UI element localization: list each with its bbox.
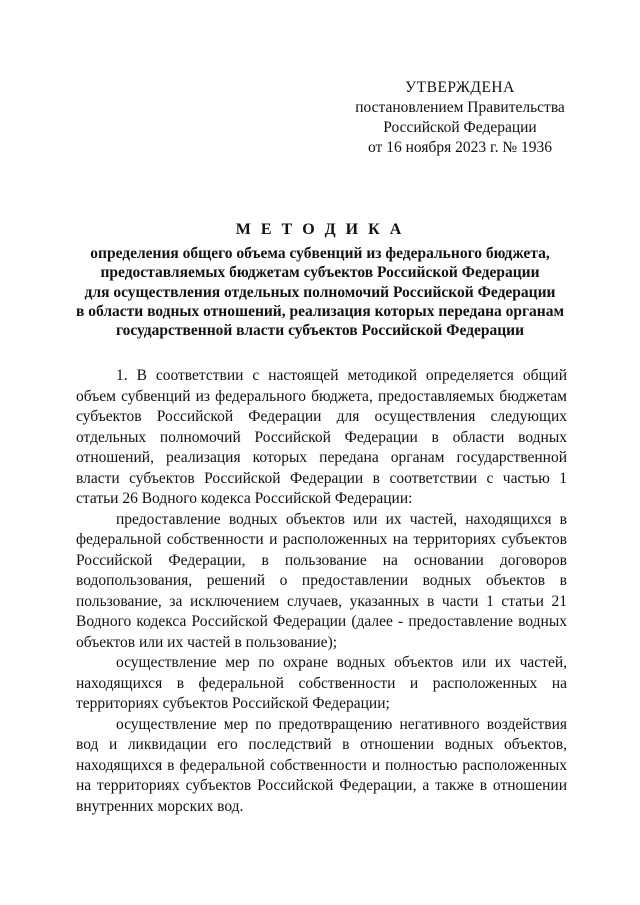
approval-line-1: постановлением Правительства xyxy=(355,99,565,116)
approval-stamp xyxy=(330,78,590,158)
document-subtitle xyxy=(60,244,580,340)
approval-title: УТВЕРЖДЕНА xyxy=(405,79,515,96)
paragraph-3: осуществление мер по охране водных объектов или их частей, находящихся в федеральной собственности и расположенных на территориях субъектов Российской Федерации; xyxy=(76,654,567,712)
approval-line-3: от 16 ноября 2023 г. № 1936 xyxy=(368,139,552,156)
document-body xyxy=(76,366,567,817)
subtitle-line-5: государственной власти субъектов Российской Федерации xyxy=(115,322,525,340)
subtitle-line-3: для осуществления отдельных полномочий Российской Федерации xyxy=(84,283,556,301)
approval-line-2: Российской Федерации xyxy=(383,119,537,136)
subtitle-line-2: предоставляемых бюджетам субъектов Российской Федерации xyxy=(100,264,540,282)
subtitle-line-4: в области водных отношений, реализация которых передана органам xyxy=(75,302,565,320)
paragraph-4: осуществление мер по предотвращению негативного воздействия вод и ликвидации его последствий в отношении водных объектов, находящихся в федеральной собственности и полностью расположенных на территориях субъектов Российской Федерации, а также в отношении внутренних морских вод. xyxy=(76,715,567,815)
subtitle-line-1: определения общего объема субвенций из федерального бюджета, xyxy=(90,245,550,262)
document-title: М Е Т О Д И К А xyxy=(235,221,405,238)
paragraph-1: 1. В соответствии с настоящей методикой определяется общий объем субвенций из федерального бюджета, предоставляемых бюджетам субъектов Российской Федерации для осуществления следующих отдельных полномочий Российской Федерации в области водных отношений, реализация которых передана органам государственной власти субъектов Российской Федерации в соответствии с частью 1 статьи 26 Водного кодекса Российской Федерации: xyxy=(76,367,567,507)
paragraph-2: предоставление водных объектов или их частей, находящихся в федеральной собственности и расположенных на территориях субъектов Российской Федерации, в пользование на основании договоров водопользования, решений о предоставлении водных объектов в пользование, за исключением случаев, указанных в части 1 статьи 21 Водного кодекса Российской Федерации (далее - предоставление водных объектов или их частей в пользование); xyxy=(76,510,567,651)
